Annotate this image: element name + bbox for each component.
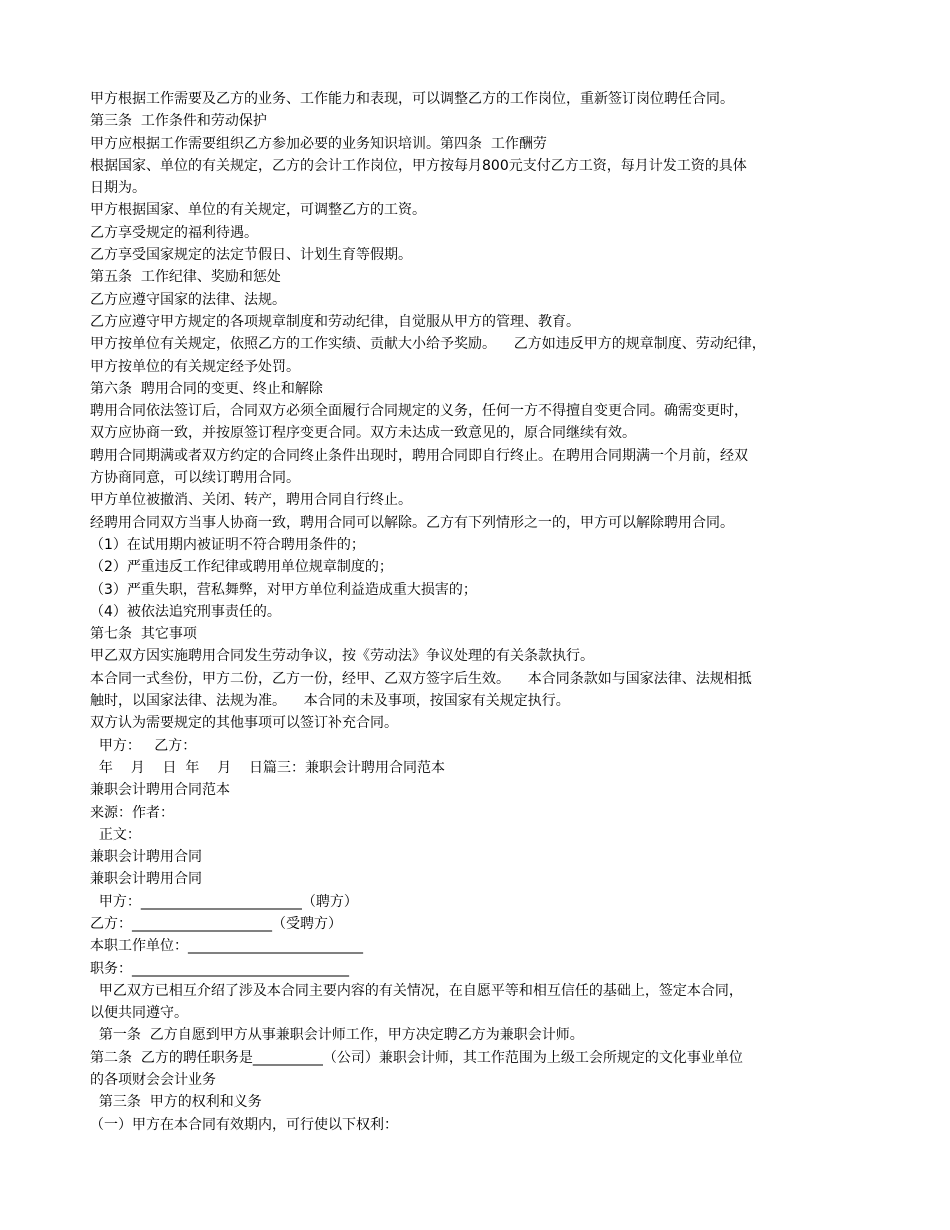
list-item: （4）被依法追究刑事责任的。: [90, 603, 281, 620]
text-line: 方协商同意，可以续订聘用合同。: [90, 470, 300, 487]
text-line: 根据国家、单位的有关规定，乙方的会计工作岗位，甲方按每月800元支付乙方工资，每月计发工资的具体: [90, 157, 747, 174]
text-line: 乙方应遵守甲方规定的各项规章制度和劳动纪律，自觉服从甲方的管理、教育。: [90, 313, 580, 330]
article-line: 第二条 乙方的聘任职务是__________（公司）兼职会计师，其工作范围为上级工会所规定的文化事业单位: [90, 1049, 743, 1066]
text-line: 甲方按单位有关规定，依照乙方的工作实绩、贡献大小给予奖励。 乙方如违反甲方的规章制度、劳动纪律，: [90, 336, 766, 353]
text-line: 甲方根据工作需要及乙方的业务、工作能力和表现，可以调整乙方的工作岗位，重新签订岗位聘任合同。: [90, 91, 734, 107]
document-title: 兼职会计聘用合同范本: [90, 782, 230, 799]
text-line: 双方认为需要规定的其他事项可以签订补充合同。: [90, 715, 398, 732]
list-item: （1）在试用期内被证明不符合聘用条件的；: [90, 536, 365, 553]
section-heading: 第三条 工作条件和劳动保护: [90, 113, 267, 130]
document-body: [90, 88, 870, 1136]
list-item: （2）严重违反工作纪律或聘用单位规章制度的；: [90, 559, 393, 576]
text-line: 触时，以国家法律、法规为准。 本合同的未及事项，按国家有关规定执行。: [90, 693, 570, 710]
section-heading: 第五条 工作纪律、奖励和惩处: [90, 269, 281, 286]
text-line: 甲方按单位的有关规定经予处罚。: [90, 358, 300, 375]
text-line: 甲方应根据工作需要组织乙方参加必要的业务知识培训。第四条 工作酬劳: [90, 135, 547, 152]
contract-title: 兼职会计聘用合同: [90, 871, 202, 888]
text-line: 以便共同遵守。: [90, 1005, 188, 1022]
text-line: 乙方享受规定的福利待遇。: [90, 224, 258, 241]
party-a-field: 甲方：_______________________（聘方）: [90, 893, 358, 910]
workplace-field: 本职工作单位：_________________________: [90, 938, 363, 955]
text-line: 聘用合同依法签订后，合同双方必须全面履行合同规定的义务，任何一方不得擅自变更合同。确需变更时，: [90, 403, 748, 420]
text-line: 的各项财会会计业务: [90, 1072, 216, 1089]
signature-line: 甲方： 乙方：: [90, 737, 197, 754]
text-line: 聘用合同期满或者双方约定的合同终止条件出现时，聘用合同即自行终止。在聘用合同期满一个月前，经双: [90, 447, 748, 464]
text-line: 甲乙双方已相互介绍了涉及本合同主要内容的有关情况，在自愿平等和相互信任的基础上，签定本合同，: [90, 982, 743, 999]
article-line: 第一条 乙方自愿到甲方从事兼职会计师工作，甲方决定聘乙方为兼职会计师。: [90, 1027, 584, 1044]
source-line: 来源：作者：: [90, 804, 174, 821]
text-line: 经聘用合同双方当事人协商一致，聘用合同可以解除。乙方有下列情形之一的，甲方可以解除聘用合同。: [90, 514, 734, 531]
party-b-field: 乙方：____________________（受聘方）: [90, 915, 342, 932]
position-field: 职务：_______________________________: [90, 960, 349, 977]
text-line: 甲乙双方因实施聘用合同发生劳动争议，按《劳动法》争议处理的有关条款执行。: [90, 648, 594, 665]
text-line: （一）甲方在本合同有效期内，可行使以下权利：: [90, 1116, 398, 1133]
contract-title: 兼职会计聘用合同: [90, 849, 202, 866]
section-heading: 第三条 甲方的权利和义务: [90, 1094, 262, 1111]
text-line: 乙方享受国家规定的法定节假日、计划生育等假期。: [90, 247, 412, 264]
text-line: 日期为。: [90, 180, 146, 197]
text-line: 双方应协商一致，并按原签订程序变更合同。双方未达成一致意见的，原合同继续有效。: [90, 425, 636, 442]
section-heading: 第六条 聘用合同的变更、终止和解除: [90, 380, 323, 397]
date-line: 年 月 日 年 月 日篇三：兼职会计聘用合同范本: [90, 759, 446, 776]
text-line: 甲方根据国家、单位的有关规定，可调整乙方的工资。: [90, 202, 426, 219]
list-item: （3）严重失职，营私舞弊，对甲方单位利益造成重大损害的；: [90, 581, 477, 598]
text-line: 乙方应遵守国家的法律、法规。: [90, 291, 286, 308]
text-line: 正文：: [90, 826, 141, 843]
section-heading: 第七条 其它事项: [90, 626, 197, 643]
text-line: 甲方单位被撤消、关闭、转产，聘用合同自行终止。: [90, 492, 412, 509]
text-line: 本合同一式叁份，甲方二份，乙方一份，经甲、乙双方签字后生效。 本合同条款如与国家法律、法规相抵: [90, 670, 752, 687]
